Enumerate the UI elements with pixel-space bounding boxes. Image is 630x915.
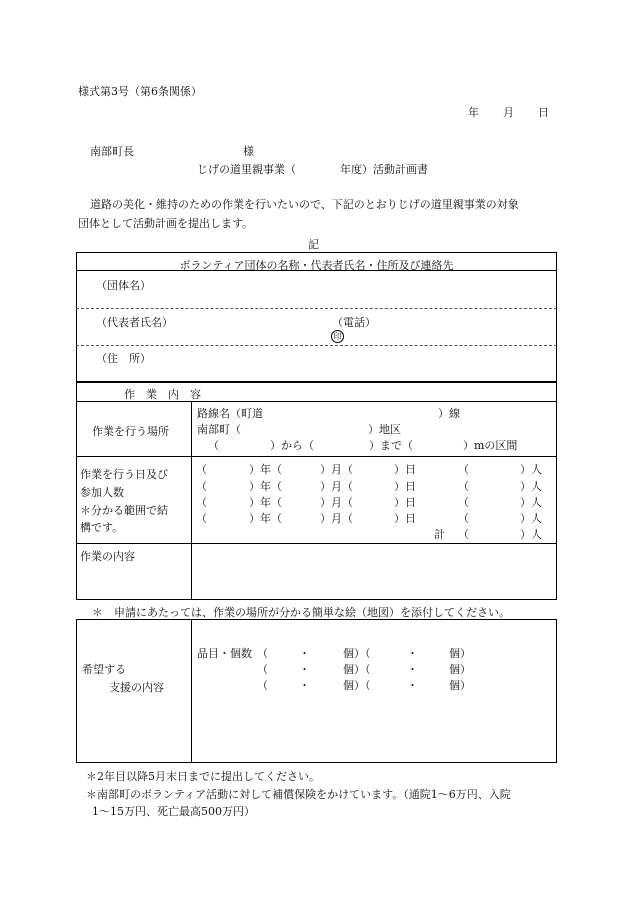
- date-year-label: 年: [468, 106, 479, 119]
- route-name-label: 路線名（町道: [197, 407, 263, 420]
- date-row-month: ）月（: [320, 496, 353, 509]
- date-row-persons-open: （: [458, 480, 469, 493]
- organization-table-header: ボランティア団体の名称・代表者氏名・住所及び連絡先: [179, 259, 454, 272]
- date-row-year: ）年（: [249, 480, 282, 493]
- date-row-open: （: [196, 496, 207, 509]
- support-row-dot: ・: [299, 679, 310, 692]
- support-label-2: 支援の内容: [109, 681, 164, 694]
- representative-name-field-label: （代表者氏名）: [96, 316, 173, 329]
- work-content-label: 作業の内容: [80, 550, 135, 563]
- total-label: 計: [434, 528, 445, 541]
- ki-label: 記: [308, 238, 319, 251]
- route-name-suffix: ）線: [438, 407, 460, 420]
- footnote-insurance-line-1: ＊南部町のボランティア活動に対して補償保険をかけています。（通院1～6万円、入院: [86, 788, 511, 801]
- date-row-day: ）日: [394, 496, 416, 509]
- date-row-persons-open: （: [458, 463, 469, 476]
- work-date-label-3: ＊分かる範囲で結: [80, 504, 168, 517]
- date-row-month: ）月（: [320, 463, 353, 476]
- date-row-persons-open: （: [458, 512, 469, 525]
- support-row-dot: ・: [299, 663, 310, 676]
- support-row-count: 個）（: [343, 647, 371, 660]
- support-row-open: （: [257, 647, 268, 660]
- work-content-header: 作 業 内 容: [124, 388, 201, 401]
- seal-icon: 印: [331, 330, 344, 343]
- date-row-month: ）月（: [320, 480, 353, 493]
- divider: [76, 270, 557, 271]
- date-row-day: ）日: [394, 512, 416, 525]
- date-row-year: ）年（: [249, 496, 282, 509]
- document-title-suffix: 年度）活動計画書: [340, 163, 428, 176]
- support-row-dot: ・: [407, 647, 418, 660]
- footnote-deadline: ＊2年目以降5月末日までに提出してください。: [86, 770, 320, 783]
- intro-line-1: 道路の美化・維持のための作業を行いたいので、下記のとおりじげの道里親事業の対象: [90, 198, 519, 211]
- date-row-persons: ）人: [520, 496, 542, 509]
- date-month-label: 月: [503, 106, 514, 119]
- support-label-1: 希望する: [82, 663, 126, 676]
- divider: [76, 456, 557, 457]
- group-name-field-label: （団体名）: [96, 279, 151, 292]
- district-label: 南部町（: [197, 423, 241, 436]
- total-persons: ）人: [520, 528, 542, 541]
- column-divider: [191, 401, 192, 600]
- item-count-label: 品目・個数: [197, 647, 252, 660]
- date-row-open: （: [196, 480, 207, 493]
- support-row-count: 個）（: [343, 679, 371, 692]
- date-row-year: ）年（: [249, 512, 282, 525]
- map-attachment-note: ＊ 申請にあたっては、作業の場所が分かる簡単な絵（地図）を添付してください。: [92, 606, 510, 619]
- section-length: ）mの区間: [463, 439, 518, 452]
- date-row-year: ）年（: [249, 463, 282, 476]
- date-row-persons: ）人: [520, 512, 542, 525]
- work-place-label: 作業を行う場所: [92, 425, 169, 438]
- date-row-day: ）日: [394, 463, 416, 476]
- support-row-dot: ・: [299, 647, 310, 660]
- date-row-persons: ）人: [520, 480, 542, 493]
- section-from: ）から（: [270, 439, 314, 452]
- footnote-insurance-line-2: 1～15万円、死亡最高500万円）: [92, 805, 255, 818]
- divider: [76, 401, 557, 402]
- date-row-open: （: [196, 512, 207, 525]
- date-row-persons-open: （: [458, 496, 469, 509]
- district-suffix: ）地区: [368, 423, 401, 436]
- phone-field-label: （電話）: [332, 316, 376, 329]
- support-row-open: （: [257, 663, 268, 676]
- support-row-count: 個）: [449, 663, 471, 676]
- divider: [76, 543, 557, 544]
- address-field-label: （住 所）: [96, 352, 151, 365]
- work-content-table: [76, 382, 557, 600]
- total-open: （: [458, 528, 469, 541]
- column-divider: [191, 619, 192, 763]
- honorific: 様: [243, 145, 254, 158]
- support-row-count: 個）（: [343, 663, 371, 676]
- section-to: ）まで（: [369, 439, 413, 452]
- date-row-day: ）日: [394, 480, 416, 493]
- dashed-divider: [76, 308, 557, 309]
- date-row-open: （: [196, 463, 207, 476]
- support-row-count: 個）: [449, 679, 471, 692]
- date-row-persons: ）人: [520, 463, 542, 476]
- work-date-label-4: 構です。: [80, 521, 124, 534]
- support-row-open: （: [257, 679, 268, 692]
- addressee: 南部町長: [90, 145, 134, 158]
- document-title-prefix: じげの道里親事業（: [197, 163, 296, 176]
- support-row-count: 個）: [449, 647, 471, 660]
- work-date-label-2: 参加人数: [80, 486, 124, 499]
- intro-line-2: 団体として活動計画を提出します。: [78, 217, 254, 230]
- form-number: 様式第3号（第6条関係）: [78, 85, 202, 98]
- dashed-divider: [76, 345, 557, 346]
- date-row-month: ）月（: [320, 512, 353, 525]
- work-date-label-1: 作業を行う日及び: [80, 468, 168, 481]
- support-row-dot: ・: [407, 679, 418, 692]
- section-open: （: [208, 439, 219, 452]
- date-day-label: 日: [538, 106, 549, 119]
- support-row-dot: ・: [407, 663, 418, 676]
